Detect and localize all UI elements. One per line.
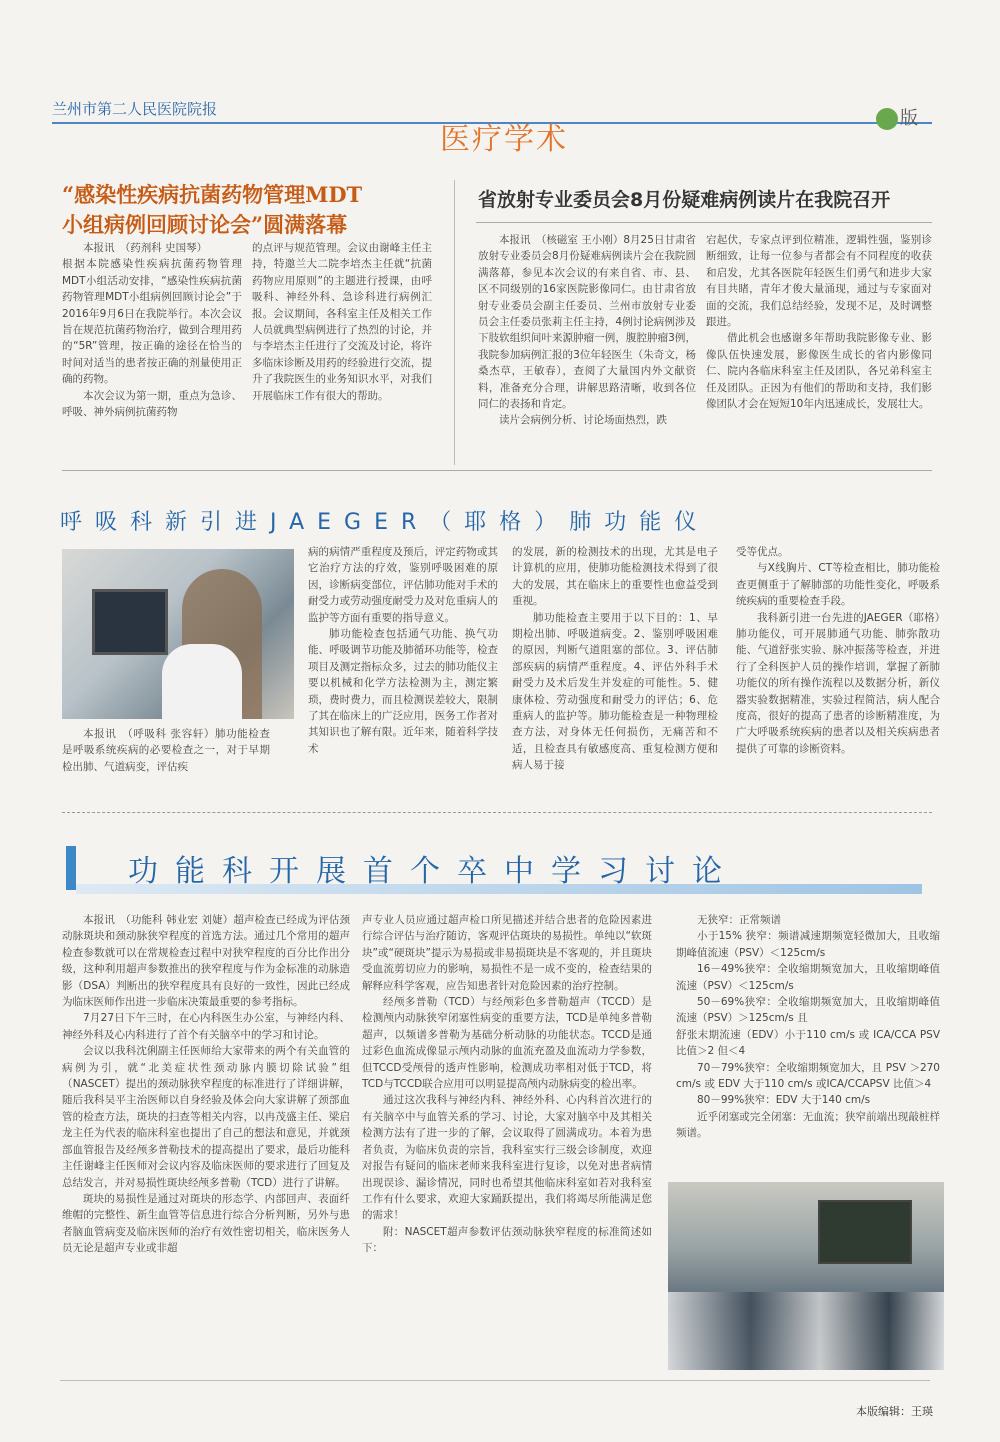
criteria-item: 50－69%狭窄：全收缩期频宽加大，且收缩期峰值流速（PSV）＞125cm/s 且 — [676, 996, 940, 1025]
article3-col2 — [308, 544, 498, 757]
article1-title — [62, 180, 422, 240]
article2-title: 省放射专业委员会8月份疑难病例读片在我院召开 — [478, 189, 891, 211]
article1-para1: 根据本院感染性疾病抗菌药物管理MDT小组活动安排，“感染性疾病抗菌药物管理MDT小组病例回顾讨论会”于2016年9月6日在我院举行。本次会议旨在规范抗菌药物治疗，做到合理用药的“5R”管理，按正确的途径在恰当的时间对适当的患者按正确的剂量使用正确的药物。 — [62, 258, 242, 386]
photo-audience — [668, 1292, 944, 1370]
article4-para2: 7月27日下午三时，在心内科医生办公室，与神经内科、神经外科及心内科进行了首个有关脑卒中的学习和讨论。 — [62, 1012, 350, 1041]
article3-byline: 本报讯 （呼吸科 张容轩） — [83, 728, 216, 740]
article4-para5: 声专业人员应通过超声检口所见描述并结合患者的危险因素进行综合评估与治疗随访，客观评估斑块的易损性。单纯以“软斑块”或“硬斑块”提示为易损或非易损斑块是不客观的，并且斑块受血流剪切应力的影响，易损性不是一成不变的，检查结果的解释应科学客观，应告知患者针对危险因素的治疗控制。 — [362, 914, 652, 992]
article3-para5: 肺功能检查主要用于以下目的：1、早期检出肺、呼吸道病变。2、鉴别呼吸困难的原因，判断气道阻塞的部位。3、评估肺部疾病的病情严重程度。4、评估外科手术耐受力及术后发生并发症的可能性。5、健康体检、劳动强度和耐受力的评估；6、危重病人的监护等。肺功能检查是一种物理检查方法，对身体无任何损伤，无痛苦和不适，且检查具有敏感度高、重复检测方便和病人易于接 — [512, 611, 718, 772]
article4-banner — [62, 842, 922, 900]
article3-para3: 肺功能检查包括通气功能、换气功能、呼吸调节功能及肺循环功能等，检查项目及测定指标众多，过去的肺功能仪主要以机械和化学方法检测为主，测定繁琐，费时费力，而且检测误差较大，限制了其在临床上的广泛应用，医务工作者对其知识也了解有限。近年来，随着科学技术 — [308, 628, 498, 755]
article4-byline-and-para1 — [62, 912, 350, 1010]
article4-title: 功能科开展首个卒中学习讨论 — [128, 854, 739, 889]
article4-col3 — [676, 912, 940, 1142]
section-rule — [62, 470, 932, 471]
article3-para8: 我科新引进一台先进的JAEGER（耶格）肺功能仪，可开展肺通气功能、肺弥散功能、气道舒张实验、脉冲振荡等检查，并进行了全科医护人员的操作培训，掌握了新肺功能仪的所有操作流程以及数据分析，新仪器实验数据精准，实验过程简洁，病人配合度高，很好的提高了患者的诊断精准度，为广大呼吸系统疾病的患者以及相关疾病患者提供了可靠的诊断资料。 — [736, 611, 940, 755]
article1-para3: 的点评与规范管理。会议由谢峰主任主持，特邀兰大二院李培杰主任就“抗菌药物应用原则”的主题进行授课，由呼吸科、神经外科、急诊科进行病例汇报。会议期间，各科室主任及相关工作人员就典型病例进行了热烈的讨论，并与李培杰主任进行了交流及讨论，将许多临床诊断及用药的经验进行交流，提升了我院医生的业务知识水平，对我们开展临床工作有很大的帮助。 — [252, 242, 432, 402]
banner-accent-bar — [66, 846, 76, 890]
article2-para3: 宕起伏，专家点评到位精准，逻辑性强，鉴别诊断细致，让每一位参与者都会有不同程度的收获和启发，尤其各医院年轻医生们勇气和进步大家有目共睹，青年才俊大量涌现，通过与专家面对面的交流，我们总结经验，发现不足，及时调整跟进。 — [706, 234, 932, 329]
photo-projection-screen — [818, 1200, 912, 1264]
article4-col1 — [62, 912, 350, 1257]
section-dashed-rule — [62, 812, 932, 813]
article3-col3 — [512, 544, 718, 774]
article3-para7: 与X线胸片、CT等检查相比，肺功能检查更侧重于了解肺部的功能性变化，呼吸系统疾病的重要检查手段。 — [736, 562, 940, 608]
article3-col4 — [736, 544, 940, 757]
page-number — [876, 104, 918, 130]
article2-col1 — [478, 232, 696, 429]
article4-para4: 斑块的易损性是通过对斑块的形态学、内部回声、表面纤维帽的完整性、新生血管等信息进行综合分析判断，另外与患者脑血管病变及临床医师的治疗有效性密切相关，临床医务人员无论是超声专业或非超 — [62, 1192, 350, 1255]
article4-para1: 超声检查已经成为评估颈动脉斑块和颈动脉狭窄程度的首选方法。通过几个常用的超声检查参数就可以在常规检查过程中对狭窄程度的百分比作出分级，这种利用超声参数推出的狭窄程度与作为金标准的动脉造影（DSA）判断出的狭窄程度具有良好的一致性，因此已经成为临床医师作出进一步临床决策最重要的参考指标。 — [62, 914, 350, 1009]
article2-byline-and-para1 — [478, 232, 696, 412]
article3-para1: 肺功能检查是呼吸系统疾病的必要检查之一，对于早期检出肺、气道病变，评估疾 — [62, 728, 270, 773]
article4-photo — [668, 1182, 944, 1370]
article4-byline: 本报讯 （功能科 韩业宏 刘婕） — [83, 914, 234, 926]
article4-para7: 通过这次我科与神经内科、神经外科、心内科首次进行的有关脑卒中与血管关系的学习、讨论，大家对脑卒中及其相关检测方法有了进一步的了解，会议取得了圆满成功。本着为患者负责，为临床负责的宗旨，我科室实行三级会诊制度，欢迎对报告有疑问的临床老师来我科室进行复诊，以免对患者病情出现误诊、漏诊情况，同时也希望其他临床科室如若对我科室工作有什么要求，欢迎大家踊跃提出，我们将竭尽所能满足您的需求！ — [362, 1094, 652, 1222]
article3-para6: 受等优点。 — [736, 546, 789, 558]
article4-para3: 会议以我科沈俐副主任医师给大家带来的两个有关血管的病例为引，就“北美症状性颈动脉内膜切除试验”组（NASCET）提出的颈动脉狭窄程度的标准进行了详细讲解，随后我科吴平主治医师以自身经验及体会向大家讲解了颈部血管的检查方法，斑块的扫查等相关内容，以冉茂盛主任、梁启龙主任为代表的临床科室也提出了自己的想法和意见，并就颈部血管报告及经颅多普勒技术的提高提出了要求，最后功能科主任谢峰主任医师对会议内容及临床医师的要求进行了回复及总结发言，并对易损性斑块经颅多普勒（TCD）进行了讲解。 — [62, 1045, 350, 1189]
page-label: 版 — [900, 108, 918, 129]
bottom-rule — [60, 1380, 930, 1381]
article3-col1 — [62, 726, 270, 775]
photo-monitor — [92, 589, 168, 655]
criteria-item: 无狭窄：正常频谱 — [697, 914, 781, 926]
section-title: 医疗学术 — [440, 122, 568, 157]
criteria-item: 近乎闭塞或完全闭塞：无血流；狭窄前端出现敲桩样频谱。 — [676, 1110, 940, 1140]
article3-para2: 病的病情严重程度及预后，评定药物或其它治疗方法的疗效，鉴别呼吸困难的原因，诊断病变部位，评估肺功能对手术的耐受力或劳动强度耐受力及对危重病人的监护等方面有重要的指导意义。 — [308, 546, 498, 624]
photo-technician — [162, 644, 242, 719]
article3-photo — [62, 549, 294, 719]
article4-para6: 经颅多普勒（TCD）与经颅彩色多普勒超声（TCCD）是检测颅内动脉狭窄闭塞性病变的重要方法，TCD是单纯多普勒超声，以频谱多普勒为基础分析动脉的功能状态。TCCD是通过彩色血流成像显示颅内动脉的血流充盈及血流动力学参数，但TCCD受颅骨的透声性影响，检测成功率相对低于TCD，将TCD与TCCD联合应用可以明显提高颅内动脉病变的检出率。 — [362, 996, 652, 1091]
article2-col2 — [706, 232, 932, 412]
column-divider — [454, 180, 455, 465]
article1-title-line2: 小组病例回顾讨论会”圆满落幕 — [62, 212, 348, 237]
article3-byline-and-para1 — [62, 726, 270, 775]
article4-para8: 附：NASCET超声参数评估颈动脉狭窄程度的标准简述如下： — [362, 1225, 652, 1255]
article3-title: 呼吸科新引进JAEGER（耶格）肺功能仪 — [60, 510, 710, 535]
article1-byline: 本报讯 （药剂科 史国琴） — [83, 242, 208, 254]
criteria-item: 80－99%狭窄：EDV 大于140 cm/s — [697, 1094, 871, 1107]
criteria-item: 小于15% 狭窄：频谱减速期频宽轻微加大，且收缩期峰值流速（PSV）＜125cm/s — [676, 930, 940, 959]
article2-byline: 本报讯 （核磁室 王小刚） — [499, 234, 624, 246]
article1-title-line1: “感染性疾病抗菌药物管理MDT — [62, 182, 363, 207]
article2-title-rule — [476, 222, 932, 223]
article3-para4: 的发展，新的检测技术的出现，尤其是电子计算机的应用，使肺功能检测技术得到了很大的发展，其在临床上的重要性也愈益受到重视。 — [512, 546, 718, 608]
article1-para2: 本次会议为第一期，重点为急诊、呼吸、神外病例抗菌药物 — [62, 389, 242, 419]
page-editor: 本版编辑：王瑛 — [856, 1405, 933, 1418]
page-number-badge — [876, 108, 898, 130]
criteria-item: 70－79%狭窄：全收缩期频宽加大，且 PSV ＞270 cm/s 或 EDV 大于110 cm/s 或ICA/CCAPSV 比值＞4 — [676, 1061, 940, 1091]
criteria-item: 16－49%狭窄：全收缩期频宽加大，且收缩期峰值流速（PSV）＜125cm/s — [676, 963, 940, 992]
article2-para1: 8月25日甘肃省放射专业委员会8月份疑难病例读片会在我院圆满落幕，参见本次会议的有来自省、市、县、区不同级别的16家医院影像同仁。由甘肃省放射专业委员会副主任委员、兰州市放射专业委员会主任委员张莉主任主持，4例讨论病例涉及下肢软组织间叶来源肿瘤一例，腹腔肿瘤3例，我院参加病例汇报的3位年轻医生（朱奇文，杨桑杰草，王敏春），查阅了大量国内外文献资料，准备充分合理，讲解思路清晰，收到各位同仁的表扬和肯定。 — [478, 234, 696, 411]
article1-col2 — [252, 240, 432, 404]
article1-col1 — [62, 240, 242, 420]
article2-para4: 借此机会也感谢多年帮助我院影像专业、影像队伍快速发展，影像医生成长的省内影像同仁、院内各临床科室主任及团队，各兄弟科室主任及团队。正因为有他们的帮助和支持，我们影像团队才会在短短10年内迅速成长，发展壮大。 — [706, 332, 932, 411]
article2-para2: 读片会病例分析、讨论场面热烈，跌 — [499, 414, 667, 427]
paper-name: 兰州市第二人民医院院报 — [52, 100, 218, 118]
criteria-item: 舒张末期流速（EDV）小于110 cm/s 或 ICA/CCA PSV 比值＞2 但＜4 — [676, 1028, 940, 1058]
article4-col2 — [362, 912, 652, 1257]
